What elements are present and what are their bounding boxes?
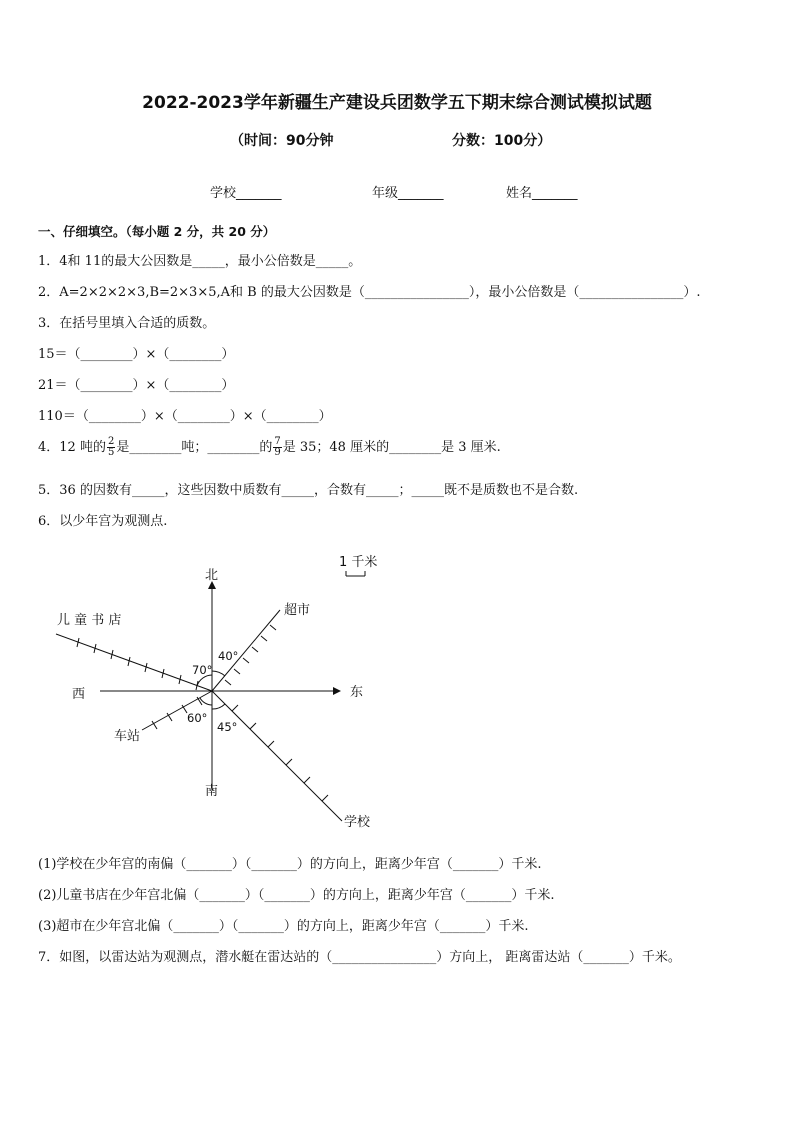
school-label: 学校	[344, 815, 371, 830]
supermarket-label: 超市	[284, 603, 311, 618]
school-ray	[212, 691, 342, 821]
question-1: 1．4和 11的最大公因数是_____，最小公倍数是_____。	[38, 254, 362, 269]
question-4-middle: 是________吨；________的	[116, 440, 273, 455]
scale-label: 1 千米	[339, 555, 378, 570]
name-field[interactable]: 姓名_______	[506, 186, 578, 201]
grade-field[interactable]: 年级_______	[372, 186, 444, 201]
angle-70-label: 70°	[192, 663, 213, 677]
angle-arc-40	[212, 671, 225, 676]
question-4	[38, 436, 501, 458]
bookstore-ray	[56, 634, 212, 691]
south-label: 南	[205, 784, 219, 799]
school-field[interactable]: 学校_______	[210, 186, 282, 201]
section-heading: 一、仔细填空。（每小题 2 分，共 20 分）	[38, 224, 276, 239]
question-2: 2．A=2×2×2×3,B=2×3×5,A和 B 的最大公因数是（________________），最小公倍数是（________________）.	[38, 285, 701, 300]
question-3c: 110＝（________）×（________）×（________）	[38, 409, 332, 424]
question-6-1: (1)学校在少年宫的南偏（_______）（_______）的方向上，距离少年宫（_______）千米.	[38, 857, 542, 872]
question-3b: 21＝（________）×（________）	[38, 378, 235, 393]
exam-score: 分数：100分）	[452, 133, 552, 149]
angle-45-label: 45°	[217, 720, 238, 734]
exam-time: （时间：90分钟	[230, 133, 334, 149]
station-label: 车站	[114, 729, 141, 744]
fraction-denominator: 5	[107, 447, 115, 458]
fraction-seven-ninths	[273, 437, 281, 458]
question-6-2: (2)儿童书店在少年宫北偏（_______）（_______）的方向上，距离少年宫（_______）千米.	[38, 888, 555, 903]
page-title: 2022-2023学年新疆生产建设兵团数学五下期末综合测试模拟试题	[142, 93, 652, 113]
question-4-suffix: 是 35；48 厘米的________是 3 厘米.	[282, 440, 501, 455]
direction-diagram	[0, 540, 794, 840]
bookstore-label: 儿 童 书 店	[57, 613, 122, 628]
angle-arc-45	[212, 704, 225, 709]
question-3a: 15＝（________）×（________）	[38, 347, 235, 362]
question-5: 5．36 的因数有_____，这些因数中质数有_____，合数有_____；_____既不是质数也不是合数.	[38, 483, 579, 498]
angle-40-label: 40°	[218, 649, 239, 663]
question-7: 7．如图，以雷达站为观测点，潜水艇在雷达站的（________________）方向上， 距离雷达站（_______）千米。	[38, 950, 681, 965]
north-label: 北	[205, 568, 219, 583]
fraction-two-fifths	[107, 437, 115, 458]
question-3: 3．在括号里填入合适的质数。	[38, 316, 216, 331]
question-6-3: (3)超市在少年宫北偏（_______）（_______）的方向上，距离少年宫（_______）千米.	[38, 919, 529, 934]
east-label: 东	[350, 685, 364, 700]
west-label: 西	[72, 687, 86, 702]
question-4-prefix: 4．12 吨的	[38, 440, 106, 455]
question-6: 6．以少年宫为观测点.	[38, 514, 168, 529]
fraction-numerator: 7	[274, 436, 281, 447]
fraction-numerator: 2	[107, 436, 115, 447]
fraction-denominator: 9	[274, 447, 281, 458]
angle-60-label: 60°	[187, 711, 208, 725]
